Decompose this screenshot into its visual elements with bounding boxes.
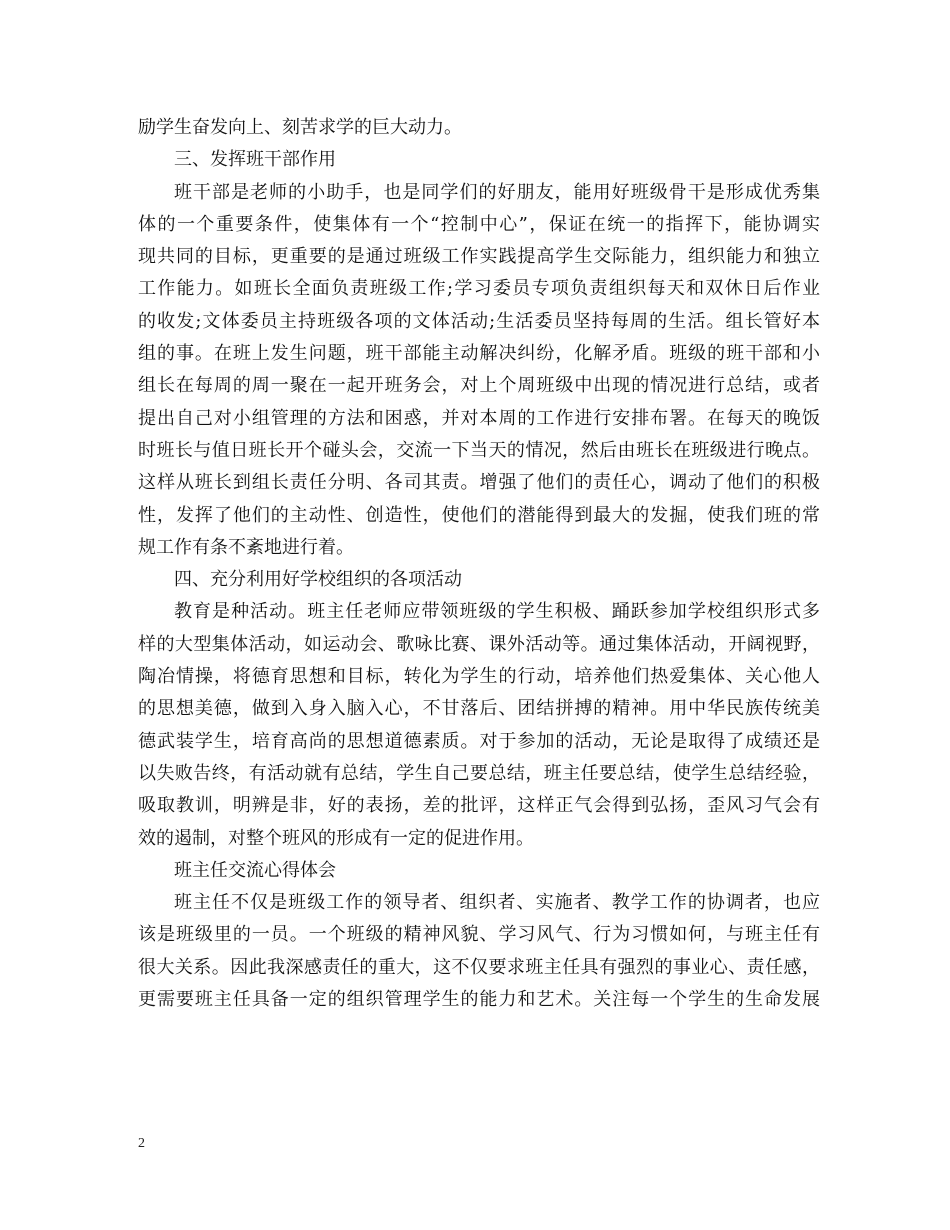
text-line: 很大关系。因此我深感责任的重大，这不仅要求班主任具有强烈的事业心、责任感， [138, 956, 820, 978]
text-line: 陶冶情操，将德育思想和目标，转化为学生的行动，培养他们热爱集体、关心他人 [138, 666, 820, 688]
text-line: 班主任不仅是班级工作的领导者、组织者、实施者、教学工作的协调者，也应 [174, 892, 820, 914]
text-line: 教育是种活动。班主任老师应带领班级的学生积极、踊跃参加学校组织形式多 [174, 601, 820, 623]
body-text [138, 112, 820, 1016]
text-line: 组长在每周的周一聚在一起开班务会，对上个周班级中出现的情况进行总结，或者 [138, 375, 820, 397]
text-line: 三、发挥班干部作用 [174, 149, 336, 171]
text-line: 班主任交流心得体会 [174, 859, 336, 881]
text-line: 班干部是老师的小助手，也是同学们的好朋友，能用好班级骨干是形成优秀集 [174, 181, 820, 203]
text-line: 以失败告终，有活动就有总结，学生自己要总结，班主任要总结，使学生总结经验， [138, 762, 820, 784]
text-line: 吸取教训，明辨是非，好的表扬，差的批评，这样正气会得到弘扬，歪风习气会有 [138, 795, 820, 817]
text-line: 该是班级里的一员。一个班级的精神风貌、学习风气、行为习惯如何，与班主任有 [138, 924, 820, 946]
text-line: 现共同的目标，更重要的是通过班级工作实践提高学生交际能力，组织能力和独立 [138, 246, 820, 268]
text-line: 德武装学生，培育高尚的思想道德素质。对于参加的活动，无论是取得了成绩还是 [138, 730, 820, 752]
text-line: 工作能力。如班长全面负责班级工作;学习委员专项负责组织每天和双休日后作业 [138, 278, 820, 300]
page-number: 2 [138, 1136, 145, 1151]
text-line: 效的遏制，对整个班风的形成有一定的促进作用。 [138, 827, 534, 849]
text-line: 的思想美德，做到入身入脑入心，不甘落后、团结拼搏的精神。用中华民族传统美 [138, 698, 820, 720]
text-line: 体的一个重要条件，使集体有一个“控制中心”，保证在统一的指挥下，能协调实 [138, 213, 820, 235]
text-line: 四、充分利用好学校组织的各项活动 [174, 569, 462, 591]
text-line: 更需要班主任具备一定的组织管理学生的能力和艺术。关注每一个学生的生命发展 [138, 989, 820, 1011]
text-line: 时班长与值日班长开个碰头会，交流一下当天的情况，然后由班长在班级进行晚点。 [138, 439, 820, 461]
text-line: 励学生奋发向上、刻苦求学的巨大动力。 [138, 117, 462, 138]
text-line: 的收发;文体委员主持班级各项的文体活动;生活委员坚持每周的生活。组长管好本 [138, 310, 820, 332]
text-line: 组的事。在班上发生问题，班干部能主动解决纠纷，化解矛盾。班级的班干部和小 [138, 343, 820, 365]
text-line: 规工作有条不紊地进行着。 [138, 536, 354, 558]
text-line: 这样从班长到组长责任分明、各司其责。增强了他们的责任心，调动了他们的积极 [138, 472, 820, 494]
text-line: 性，发挥了他们的主动性、创造性，使他们的潜能得到最大的发掘，使我们班的常 [138, 504, 820, 526]
text-line: 样的大型集体活动，如运动会、歌咏比赛、课外活动等。通过集体活动，开阔视野， [138, 633, 820, 655]
text-line: 提出自己对小组管理的方法和困惑，并对本周的工作进行安排布署。在每天的晚饭 [138, 407, 820, 429]
